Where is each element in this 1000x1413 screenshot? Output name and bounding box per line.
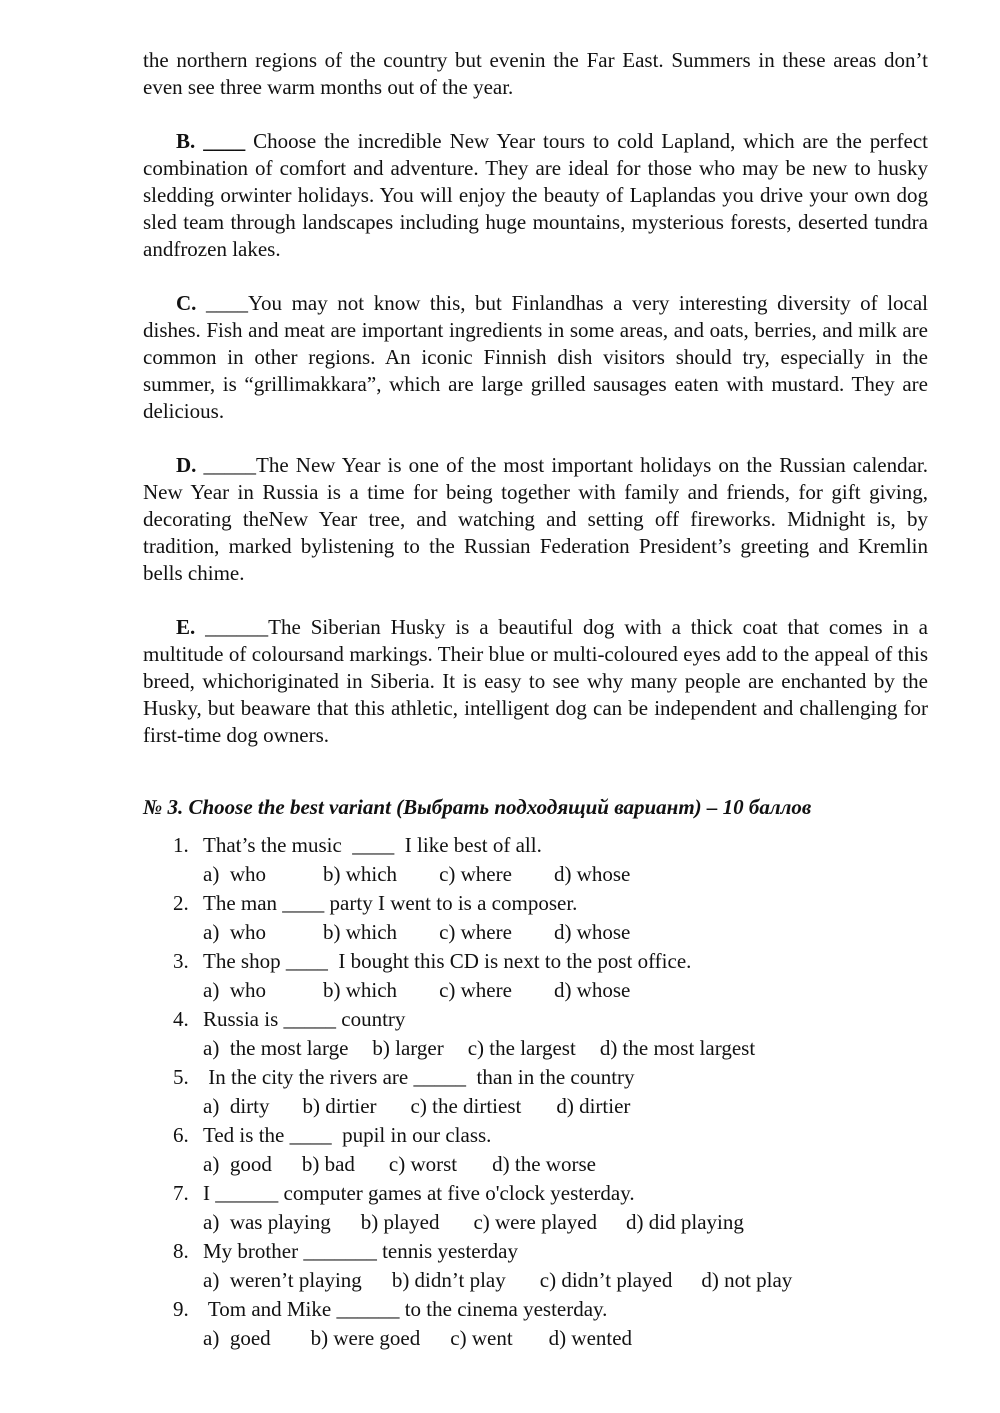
question-text: In the city the rivers are _____ than in the country [203,1065,635,1089]
answer-option[interactable]: d) did playing [626,1210,744,1234]
answer-options [143,1208,928,1237]
answer-option[interactable]: d) dirtier [556,1094,631,1118]
answer-option[interactable]: c) where [439,978,512,1002]
answer-option[interactable]: b) bad [301,1152,355,1176]
answer-option[interactable]: d) the worse [492,1152,596,1176]
passage-letter: E. [176,615,196,639]
question-number: 9. [173,1297,189,1321]
answer-option[interactable]: a) weren’t playing [203,1268,362,1292]
question-text: Ted is the ____ pupil in our class. [203,1123,492,1147]
question-item [143,831,928,889]
question-text: The shop ____ I bought this CD is next to the post office. [203,949,692,973]
document-page [143,47,928,1353]
question-text: The man ____ party I went to is a composer. [203,891,578,915]
passage-b [143,128,928,263]
question-line [143,947,928,976]
answer-option[interactable]: c) where [439,862,512,886]
question-line [143,1237,928,1266]
question-item [143,1121,928,1179]
question-number: 8. [173,1239,189,1263]
answer-options [143,918,928,947]
answer-option[interactable]: c) worst [388,1152,458,1176]
question-text: Russia is _____ country [203,1007,406,1031]
answer-option[interactable]: d) whose [553,862,631,886]
answer-blank: _____ [196,453,257,477]
passage-text: Choose the incredible New Year tours to cold Lapland, which are the perfect combination of comfort and adventure. They are ideal for those who may be new to husky sledding orwinter holidays. You will enjoy the beauty of Laplandas you drive your own dog sled team through landscapes including huge mountains, mysterious forests, deserted tundra andfrozen lakes. [143,129,928,261]
answer-options [143,1092,928,1121]
answer-option[interactable]: a) goed [203,1326,271,1350]
task-3-title: № 3. Choose the best variant (Выбрать подходящий вариант) – 10 баллов [143,795,812,819]
answer-option[interactable]: c) were played [473,1210,598,1234]
passage-text: The New Year is one of the most important holidays on the Russian calendar. New Year in Russia is a time for being together with family and friends, for gift giving, decorating theNew Year tree, and watching and setting off fireworks. Midnight is, by tradition, marked bylistening to the Russian Federation President’s greeting and Kremlin bells chime. [143,453,929,585]
question-line [143,831,928,860]
answer-option[interactable]: b) which [322,862,398,886]
question-line [143,1295,928,1324]
question-number: 7. [173,1181,189,1205]
passage-letter: B. [176,129,196,153]
passage-letter: D. [176,453,197,477]
answer-option[interactable]: b) larger [372,1036,444,1060]
answer-option[interactable]: d) whose [553,920,631,944]
answer-option[interactable]: c) didn’t played [539,1268,673,1292]
answer-option[interactable]: b) didn’t play [391,1268,506,1292]
answer-blank: ______ [195,615,269,639]
question-number: 4. [173,1007,189,1031]
answer-options [143,1324,928,1353]
answer-option[interactable]: a) who [203,978,266,1002]
answer-option[interactable]: a) who [203,862,266,886]
answer-options [143,860,928,889]
question-line [143,889,928,918]
answer-option[interactable]: c) went [450,1326,513,1350]
passage-e [143,614,928,749]
answer-option[interactable]: b) played [360,1210,440,1234]
answer-option[interactable]: a) dirty [203,1094,270,1118]
answer-options [143,1034,928,1063]
question-number: 6. [173,1123,189,1147]
question-text: I ______ computer games at five o'clock yesterday. [203,1181,635,1205]
answer-blank: ____ [195,129,254,153]
answer-option[interactable]: c) the largest [467,1036,576,1060]
answer-option[interactable]: b) which [322,978,398,1002]
question-number: 3. [173,949,189,973]
passage-letter: C. [176,291,197,315]
question-item [143,889,928,947]
answer-option[interactable]: d) not play [701,1268,793,1292]
question-text: Tom and Mike ______ to the cinema yesterday. [203,1297,608,1321]
passage-text: You may not know this, but Finlandhas a very interesting diversity of local dishes. Fish and meat are important ingredients in some areas, and oats, berries, and milk are common in other regions. An iconic Finnish dish visitors should try, especially in the summer, is “grillimakkara”, which are large grilled sausages eaten with mustard. They are delicious. [143,291,928,423]
answer-blank: ____ [196,291,248,315]
question-number: 2. [173,891,189,915]
answer-option[interactable]: a) was playing [203,1210,331,1234]
question-line [143,1121,928,1150]
question-item [143,1237,928,1295]
answer-option[interactable]: b) which [322,920,398,944]
answer-option[interactable]: c) where [439,920,512,944]
question-text: That’s the music ____ I like best of all. [203,833,542,857]
answer-option[interactable]: b) were goed [310,1326,421,1350]
question-list [143,831,928,1353]
answer-option[interactable]: a) good [203,1152,272,1176]
question-number: 1. [173,833,189,857]
answer-option[interactable]: d) whose [553,978,631,1002]
answer-option[interactable]: a) the most large [203,1036,349,1060]
answer-option[interactable]: c) the dirtiest [410,1094,522,1118]
question-text: My brother _______ tennis yesterday [203,1239,518,1263]
answer-options [143,976,928,1005]
question-item [143,947,928,1005]
question-line [143,1063,928,1092]
passage-c [143,290,928,425]
question-line [143,1005,928,1034]
passage-text: The Siberian Husky is a beautiful dog with a thick coat that comes in a multitude of coloursand markings. Their blue or multi-coloured eyes add to the appeal of this breed, whichoriginated in Siberia. It is easy to see why many people are enchanted by the Husky, but beaware that this athletic, intelligent dog can be independent and challenging for first-time dog owners. [143,615,929,747]
answer-options [143,1266,928,1295]
answer-option[interactable]: d) wented [548,1326,633,1350]
question-line [143,1179,928,1208]
answer-options [143,1150,928,1179]
answer-option[interactable]: a) who [203,920,266,944]
question-item [143,1005,928,1063]
passage-continuation [143,47,928,101]
question-number: 5. [173,1065,189,1089]
question-item [143,1063,928,1121]
passage-text: the northern regions of the country but evenin the Far East. Summers in these areas don’t even see three warm months out of the year. [143,48,928,99]
answer-option[interactable]: b) dirtier [302,1094,377,1118]
question-item [143,1295,928,1353]
answer-option[interactable]: d) the most largest [599,1036,756,1060]
question-item [143,1179,928,1237]
passage-d [143,452,928,587]
